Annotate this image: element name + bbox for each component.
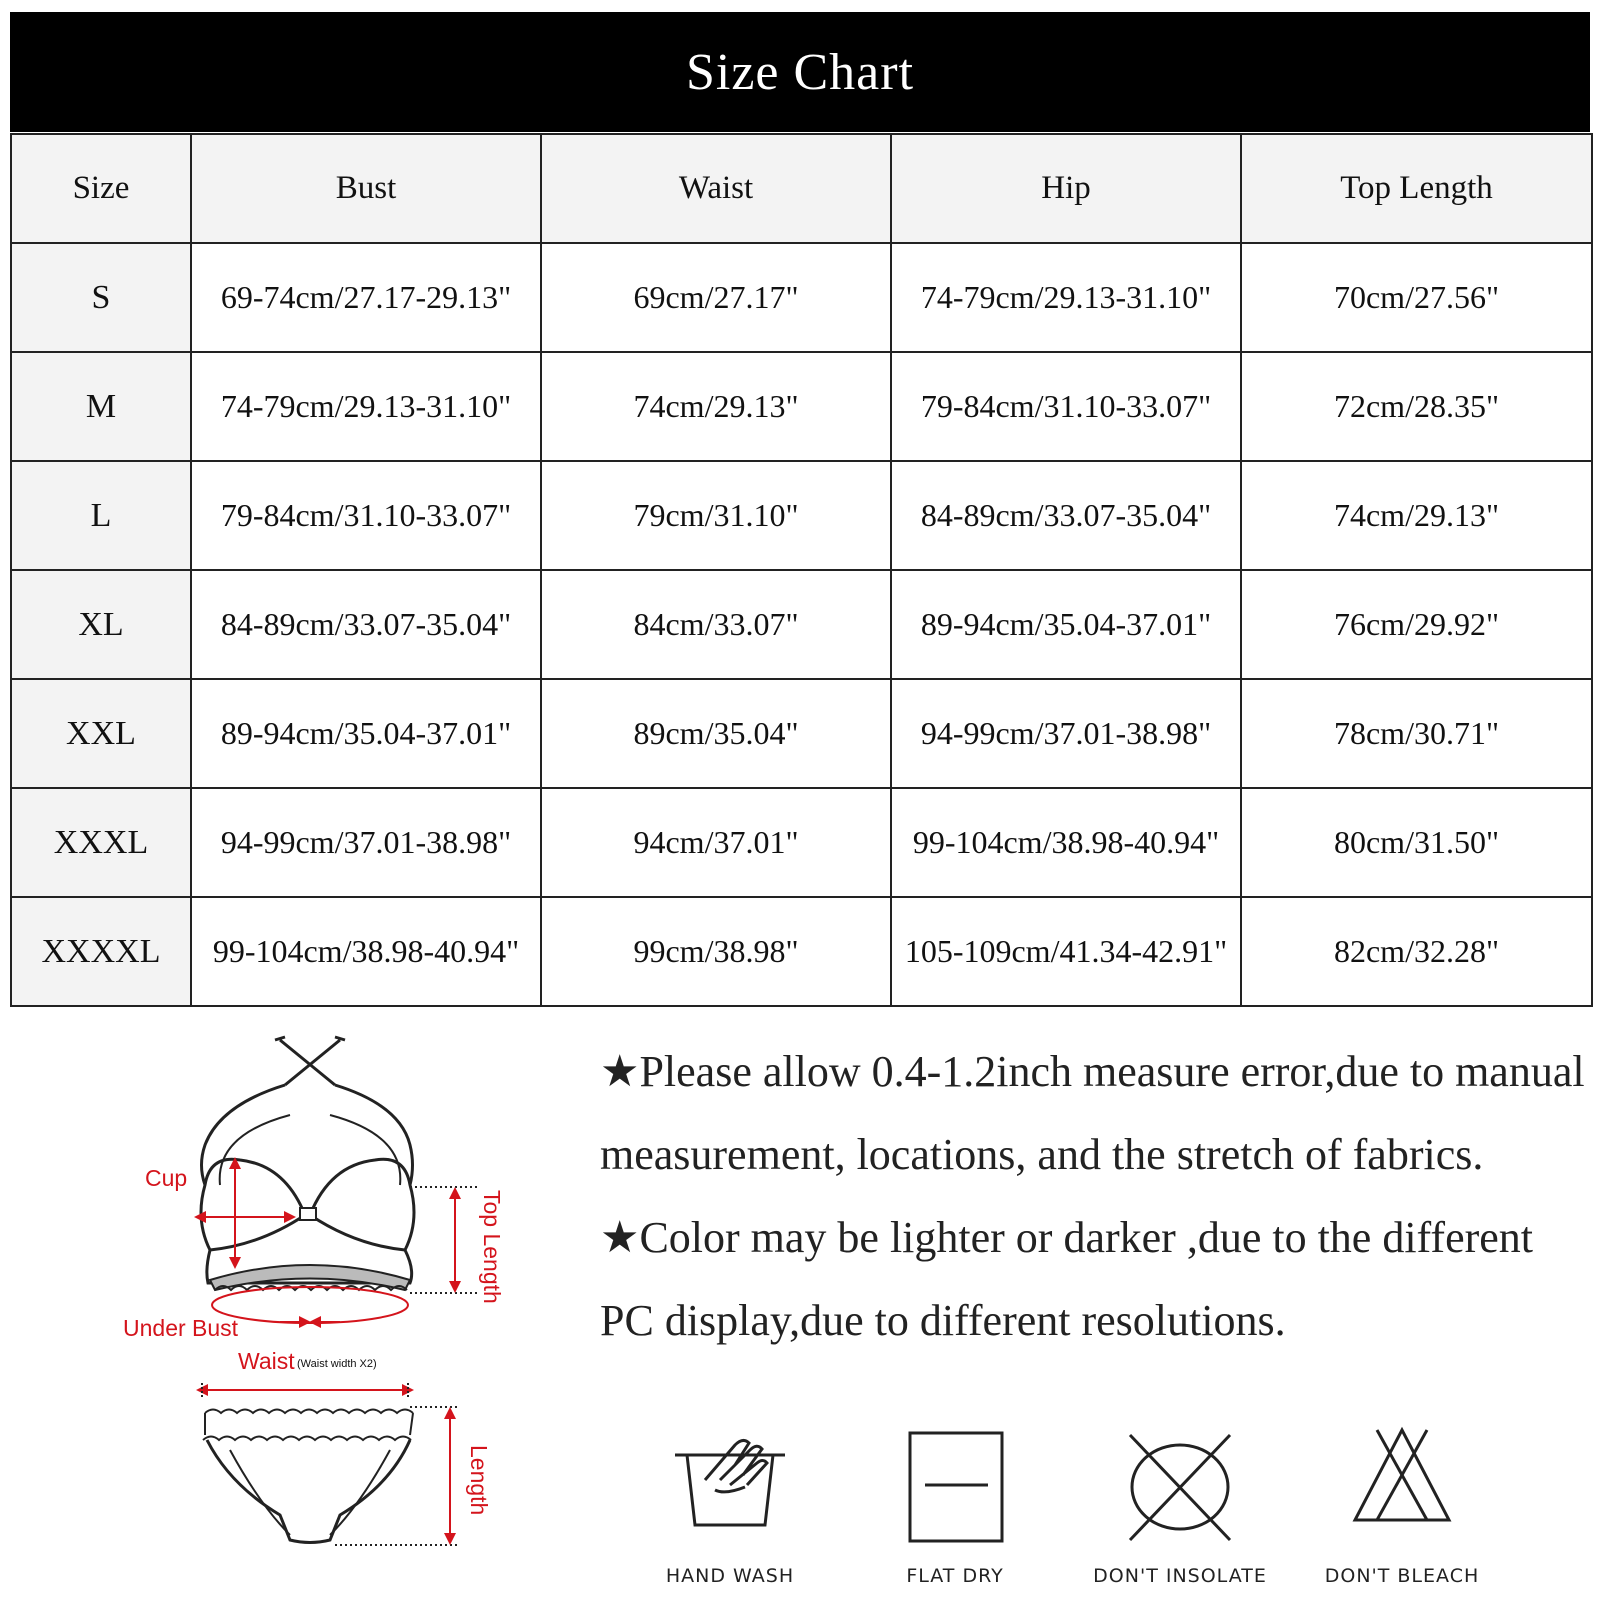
hip-cell: 84-89cm/33.07-35.04" [891,461,1241,570]
top-length-cell: 70cm/27.56" [1241,243,1592,352]
hand-wash-icon [665,1425,795,1535]
table-header-row [11,134,1592,243]
top-length-label: Top Length [479,1190,505,1304]
length-label: Length [466,1445,492,1516]
top-length-cell: 74cm/29.13" [1241,461,1592,570]
hip-cell: 94-99cm/37.01-38.98" [891,679,1241,788]
care-label: DON'T INSOLATE [1093,1565,1267,1587]
bust-cell: 79-84cm/31.10-33.07" [191,461,541,570]
bust-cell: 69-74cm/27.17-29.13" [191,243,541,352]
care-flat-dry [860,1425,1050,1595]
waist-cell: 84cm/33.07" [541,570,891,679]
bust-cell: 89-94cm/35.04-37.01" [191,679,541,788]
header-size: Size [11,134,191,243]
waist-cell: 99cm/38.98" [541,897,891,1006]
header-waist: Waist [541,134,891,243]
hip-cell: 74-79cm/29.13-31.10" [891,243,1241,352]
waist-cell: 74cm/29.13" [541,352,891,461]
table-row [11,679,1592,788]
hip-cell: 79-84cm/31.10-33.07" [891,352,1241,461]
header-bust: Bust [191,134,541,243]
size-cell: XL [11,570,191,679]
cup-label: Cup [145,1165,188,1191]
waist-cell: 94cm/37.01" [541,788,891,897]
header-top-length: Top Length [1241,134,1592,243]
table-row [11,788,1592,897]
care-label: FLAT DRY [906,1565,1004,1587]
care-hand-wash [635,1425,825,1595]
size-cell: XXXXL [11,897,191,1006]
size-cell: XXXL [11,788,191,897]
flat-dry-icon [900,1425,1010,1545]
dont-insolate-icon [1115,1425,1245,1550]
note-measure-error: ★Please allow 0.4-1.2inch measure error,due to manual measurement, locations, and the stretch of fabrics. [600,1047,1585,1179]
size-table [10,133,1593,1007]
waist-cell: 79cm/31.10" [541,461,891,570]
top-length-cell: 80cm/31.50" [1241,788,1592,897]
bust-cell: 84-89cm/33.07-35.04" [191,570,541,679]
table-row [11,461,1592,570]
size-cell: S [11,243,191,352]
table-row [11,352,1592,461]
bust-cell: 99-104cm/38.98-40.94" [191,897,541,1006]
notes [600,1030,1585,1362]
bust-cell: 74-79cm/29.13-31.10" [191,352,541,461]
size-cell: XXL [11,679,191,788]
care-label: HAND WASH [665,1565,795,1587]
note-color: ★Color may be lighter or darker ,due to the different PC display,due to different resolutions. [600,1213,1534,1345]
dont-bleach-icon [1347,1425,1457,1525]
measurement-diagram [110,1035,550,1590]
table-row [11,897,1592,1006]
waist-cell: 89cm/35.04" [541,679,891,788]
table-row [11,570,1592,679]
header-hip: Hip [891,134,1241,243]
waist-label: Waist [238,1348,295,1374]
top-length-cell: 78cm/30.71" [1241,679,1592,788]
top-length-cell: 76cm/29.92" [1241,570,1592,679]
table-row [11,243,1592,352]
waist-cell: 69cm/27.17" [541,243,891,352]
care-dont-insolate [1085,1425,1275,1595]
size-cell: L [11,461,191,570]
hip-cell: 105-109cm/41.34-42.91" [891,897,1241,1006]
care-label: DON'T BLEACH [1324,1565,1480,1587]
hip-cell: 89-94cm/35.04-37.01" [891,570,1241,679]
bust-cell: 94-99cm/37.01-38.98" [191,788,541,897]
top-length-cell: 72cm/28.35" [1241,352,1592,461]
care-dont-bleach [1307,1425,1497,1595]
size-chart-title: Size Chart [10,12,1590,132]
under-bust-label: Under Bust [123,1315,239,1341]
size-cell: M [11,352,191,461]
waist-note: (Waist width X2) [297,1358,377,1370]
hip-cell: 99-104cm/38.98-40.94" [891,788,1241,897]
top-length-cell: 82cm/32.28" [1241,897,1592,1006]
